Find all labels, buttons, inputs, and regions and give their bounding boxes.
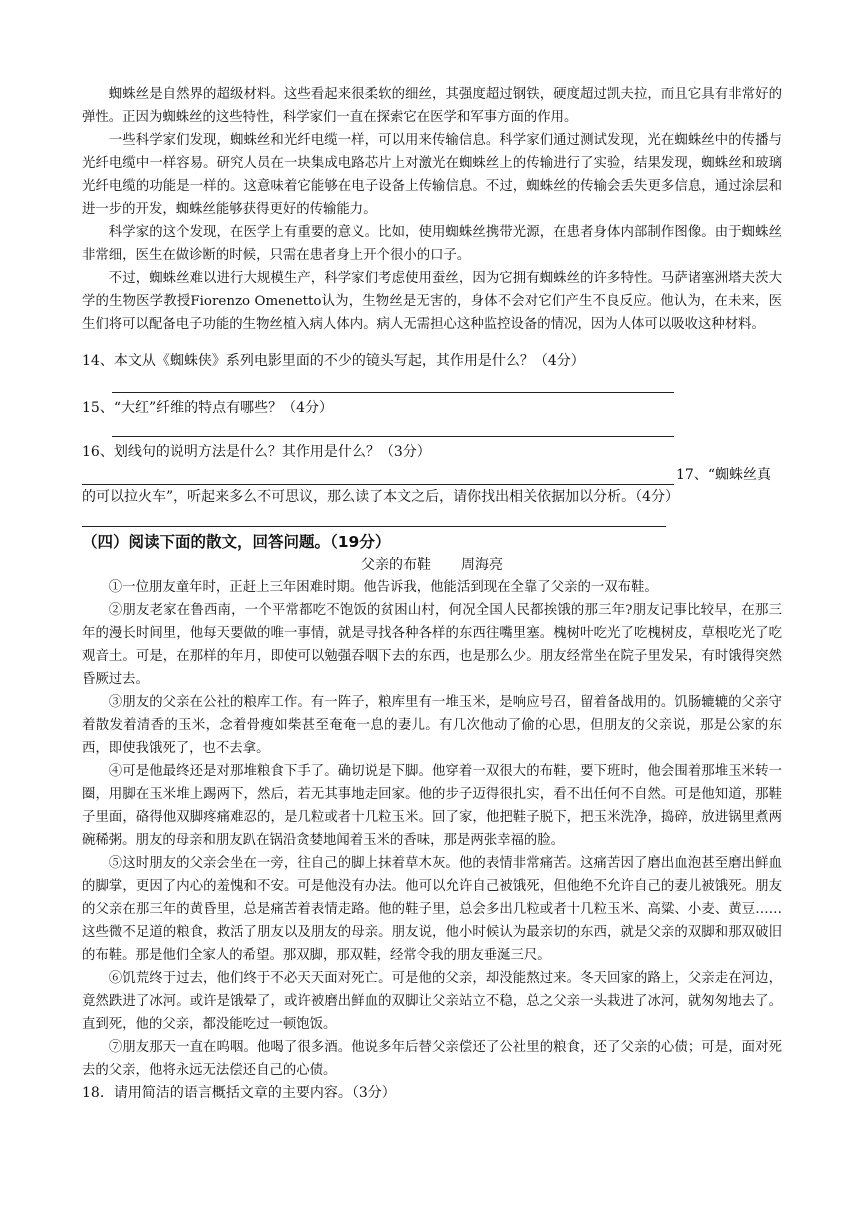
passage1-paragraph-3: 科学家的这个发现，在医学上有重要的意义。比如，使用蜘蛛丝携带光源，在患者身体内部制作图像。由于蜘蛛丝非常细，医生在做诊断的时候，只需在患者身上开个很小的口子。 <box>82 225 782 263</box>
answer-line-17[interactable] <box>82 526 666 527</box>
answer-line-16[interactable] <box>82 484 674 485</box>
question-14: 14、本文从《蜘蛛侠》系列电影里面的不少的镜头写起，其作用是什么？（4分） <box>82 353 585 369</box>
section-4-heading: （四）阅读下面的散文，回答问题。（19分） <box>82 533 391 551</box>
passage1-paragraph-1: 蜘蛛丝是自然界的超级材料。这些看起来很柔软的细丝，其强度超过钢铁，硬度超过凯夫拉，而且它具有非常好的弹性。正因为蜘蛛丝的这些特性，科学家们一直在探索它在医学和军事方面的作用。 <box>82 87 782 125</box>
answer-line-15[interactable] <box>112 436 674 437</box>
essay-paragraph-1: ①一位朋友童年时，正赶上三年困难时期。他告诉我，他能活到现在全靠了父亲的一双布鞋。 <box>108 580 658 595</box>
essay-title-row <box>82 554 782 576</box>
section-4 <box>82 530 782 1105</box>
passage-spider-silk <box>82 83 782 336</box>
question-17-start: 17、“蜘蛛丝真 <box>676 467 771 483</box>
passage1-paragraph-4: 不过，蜘蛛丝难以进行大规模生产，科学家们考虑使用蚕丝，因为它拥有蜘蛛丝的许多特性。马萨诸塞洲塔夫茨大学的生物医学教授Fiorenzo Omenetto认为，生物丝是无害的，身体不会对它们产生不良反应。他认为，在未来，医生们将可以配备电子功能的生物丝植入病人体内。病人无需担心这种监控设备的情况，因为人体可以吸收这种材料。 <box>82 271 782 332</box>
question-17: 的可以拉火车”，听起来多么不可思议，那么读了本文之后，请你找出相关依据加以分析。（4分） <box>82 489 680 505</box>
essay-author: 周海亮 <box>461 557 503 573</box>
essay-paragraph-4: ④可是他最终还是对那堆粮食下手了。确切说是下脚。他穿着一双很大的布鞋，要下班时，他会围着那堆玉米转一圈，用脚在玉米堆上踢两下，然后，若无其事地走回家。他的步子迈得很扎实，看不出任何不自然。可是他知道，那鞋子里面，硌得他双脚疼痛难忍的，是几粒或者十几粒玉米。回了家，他把鞋子脱下，把玉米洗净，捣碎，放进锅里煮两碗稀粥。朋友的母亲和朋友趴在锅沿贪婪地闻着玉米的香味，那是两张幸福的脸。 <box>82 764 782 848</box>
questions-14-17 <box>82 350 782 373</box>
essay-paragraph-3: ③朋友的父亲在公社的粮库工作。有一阵子，粮库里有一堆玉米，是响应号召，留着备战用的。饥肠辘辘的父亲守着散发着清香的玉米，念着骨瘦如柴甚至奄奄一息的妻儿。有几次他动了偷的心思，但朋友的父亲说，那是公家的东西，即使我饿死了，也不去拿。 <box>82 695 782 756</box>
question-17-wrap <box>82 486 782 509</box>
question-15-wrap <box>82 397 782 420</box>
essay-paragraph-2: ②朋友老家在鲁西南，一个平常都吃不饱饭的贫困山村，何况全国人民都挨饿的那三年?朋友记事比较早，在那三年的漫长时间里，他每天要做的唯一事情，就是寻找各种各样的东西往嘴里塞。槐树叶吃光了吃槐树皮，草根吃光了吃观音土。可是，在那样的年月，即使可以勉强吞咽下去的东西，也是那么少。朋友经常坐在院子里发呆，有时饿得突然昏厥过去。 <box>82 603 782 687</box>
essay-title: 父亲的布鞋 <box>361 557 431 573</box>
question-16: 16、划线句的说明方法是什么？其作用是什么？（3分） <box>82 444 431 460</box>
question-18: 18．请用简洁的语言概括文章的主要内容。（3分） <box>82 1085 396 1101</box>
essay-paragraph-6: ⑥饥荒终于过去，他们终于不必天天面对死亡。可是他的父亲，却没能熬过来。冬天回家的路上，父亲走在河边，竟然跌进了冰河。或许是饿晕了，或许被磨出鲜血的双脚让父亲站立不稳，总之父亲一头栽进了冰河，就匆匆地去了。直到死，他的父亲，都没能吃过一顿饱饭。 <box>82 971 782 1032</box>
essay-paragraph-7: ⑦朋友那天一直在呜咽。他喝了很多酒。他说多年后替父亲偿还了公社里的粮食，还了父亲的心债；可是，面对死去的父亲，他将永远无法偿还自己的心债。 <box>82 1040 782 1078</box>
essay-paragraph-5: ⑤这时朋友的父亲会坐在一旁，往自己的脚上抹着草木灰。他的表情非常痛苦。这痛苦因了磨出血泡甚至磨出鲜血的脚掌，更因了内心的羞愧和不安。可是他没有办法。他可以允许自己被饿死，但他绝不允许自己的妻儿被饿死。朋友的父亲在那三年的黄昏里，总是痛苦着表情走路。他的鞋子里，总会多出几粒或者十几粒玉米、高粱、小麦、黄豆……这些微不足道的粮食，救活了朋友以及朋友的母亲。朋友说，他小时候认为最亲切的东西，就是父亲的双脚和那双破旧的布鞋。那是他们全家人的希望。那双脚，那双鞋，经常令我的朋友垂涎三尺。 <box>82 856 782 963</box>
question-15: 15、“大红”纤维的特点有哪些？（4分） <box>82 400 334 416</box>
answer-line-14[interactable] <box>112 392 674 393</box>
passage1-paragraph-2: 一些科学家们发现，蜘蛛丝和光纤电缆一样，可以用来传输信息。科学家们通过测试发现，光在蜘蛛丝中的传播与光纤电缆中一样容易。研究人员在一块集成电路芯片上对激光在蜘蛛丝上的传输进行了实验，结果发现，蜘蛛丝和玻璃光纤电缆的功能是一样的。这意味着它能够在电子设备上传输信息。不过，蜘蛛丝的传输会丢失更多信息，通过涂层和进一步的开发，蜘蛛丝能够获得更好的传输能力。 <box>82 133 782 217</box>
question-16-wrap <box>82 441 782 464</box>
